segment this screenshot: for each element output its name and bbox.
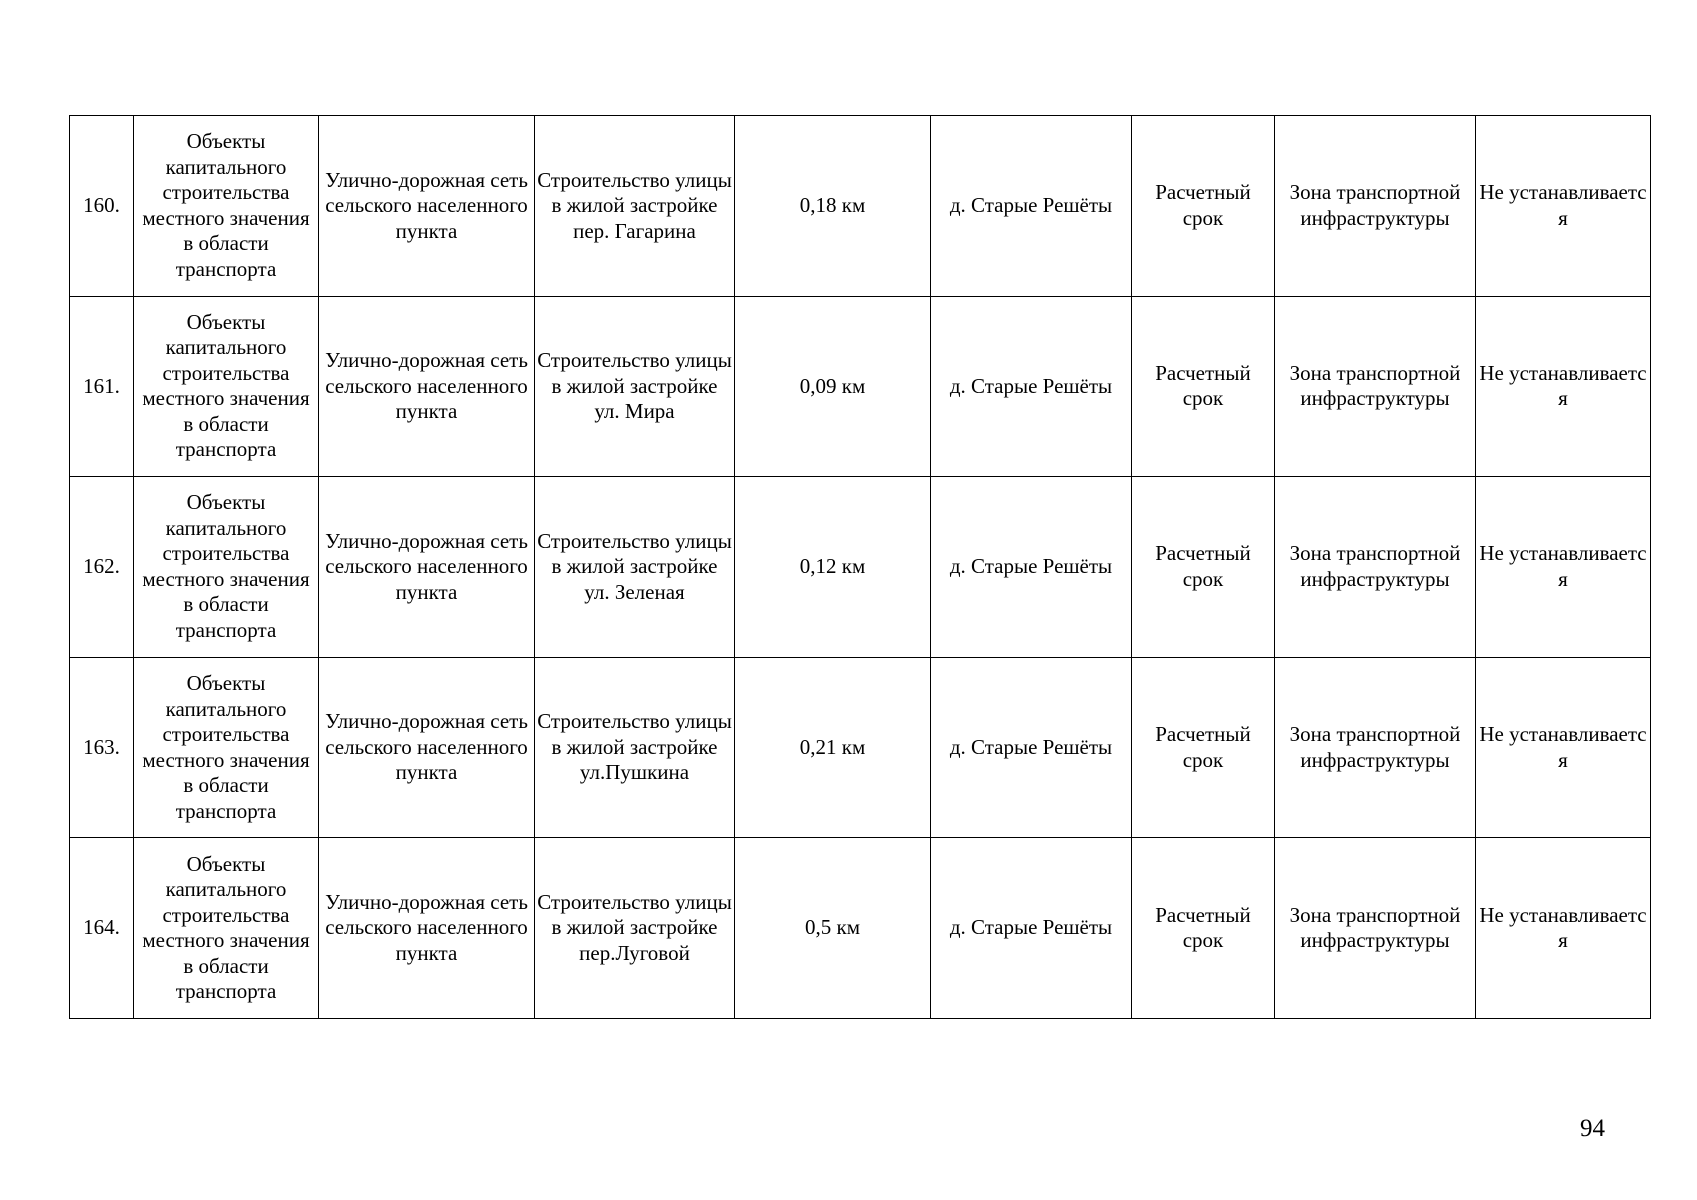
restriction-cell [1476, 296, 1651, 477]
term-cell [1132, 296, 1275, 477]
description-text: Строительство улицы в жилой застройке ул.Пушкина [537, 709, 732, 785]
category-text: Объекты капитального строительства местного значения в области транспорта [142, 671, 310, 823]
zone-text: Зона транспортной инфраструктуры [1289, 722, 1461, 772]
row-number-cell [70, 838, 134, 1019]
length-cell [735, 477, 931, 658]
type-cell [319, 116, 535, 297]
restriction-cell [1476, 477, 1651, 658]
restriction-cell [1476, 657, 1651, 838]
page-number: 94 [1580, 1115, 1605, 1142]
type-text: Улично-дорожная сеть сельского населенного пункта [325, 709, 528, 785]
row-number-cell [70, 116, 134, 297]
restriction-cell [1476, 838, 1651, 1019]
zone-cell [1275, 477, 1476, 658]
length-text: 0,09 км [799, 373, 866, 398]
description-text: Строительство улицы в жилой застройке пер. Гагарина [537, 167, 732, 243]
category-cell [134, 296, 319, 477]
length-cell [735, 296, 931, 477]
zone-text: Зона транспортной инфраструктуры [1289, 902, 1461, 953]
zone-cell [1275, 296, 1476, 477]
type-text: Улично-дорожная сеть сельского населенного пункта [325, 167, 528, 243]
category-text: Объекты капитального строительства местного значения в области транспорта [142, 851, 310, 1004]
type-text: Улично-дорожная сеть сельского населенного пункта [325, 528, 528, 604]
length-text: 0,18 км [799, 193, 866, 218]
table-row [70, 296, 1651, 477]
type-text: Улично-дорожная сеть сельского населенного пункта [325, 348, 528, 424]
table-body [70, 116, 1651, 1019]
table-row [70, 477, 1651, 658]
location-cell [931, 477, 1132, 658]
description-cell [535, 477, 735, 658]
category-cell [134, 477, 319, 658]
location-cell [931, 838, 1132, 1019]
description-cell [535, 838, 735, 1019]
restriction-text: Не устанавливается [1479, 902, 1647, 953]
description-cell [535, 657, 735, 838]
description-cell [535, 296, 735, 477]
term-cell [1132, 657, 1275, 838]
location-cell [931, 116, 1132, 297]
term-text: Расчетный срок [1155, 360, 1251, 411]
category-cell [134, 838, 319, 1019]
length-cell [735, 116, 931, 297]
length-text: 0,5 км [805, 915, 860, 940]
category-cell [134, 657, 319, 838]
row-number: 160. [83, 193, 120, 218]
term-cell [1132, 477, 1275, 658]
table-row [70, 657, 1651, 838]
zone-text: Зона транспортной инфраструктуры [1289, 360, 1461, 411]
row-number: 164. [83, 915, 120, 940]
table-row [70, 838, 1651, 1019]
term-cell [1132, 116, 1275, 297]
type-cell [319, 477, 535, 658]
type-text: Улично-дорожная сеть сельского населенного пункта [325, 889, 528, 965]
term-cell [1132, 838, 1275, 1019]
zone-cell [1275, 657, 1476, 838]
description-text: Строительство улицы в жилой застройке пер.Луговой [537, 889, 732, 965]
zone-text: Зона транспортной инфраструктуры [1289, 180, 1461, 230]
row-number-cell [70, 296, 134, 477]
length-text: 0,21 км [799, 734, 866, 759]
row-number-cell [70, 657, 134, 838]
category-cell [134, 116, 319, 297]
category-text: Объекты капитального строительства местного значения в области транспорта [142, 309, 310, 462]
location-text: д. Старые Решёты [949, 915, 1113, 940]
length-cell [735, 838, 931, 1019]
description-cell [535, 116, 735, 297]
restriction-text: Не устанавливается [1479, 360, 1647, 411]
restriction-text: Не устанавливается [1479, 180, 1647, 230]
location-text: д. Старые Решёты [949, 734, 1113, 759]
row-number: 161. [83, 373, 120, 398]
term-text: Расчетный срок [1155, 541, 1251, 591]
objects-table [69, 115, 1651, 1019]
row-number-cell [70, 477, 134, 658]
location-cell [931, 296, 1132, 477]
length-cell [735, 657, 931, 838]
zone-cell [1275, 838, 1476, 1019]
zone-text: Зона транспортной инфраструктуры [1289, 541, 1461, 591]
term-text: Расчетный срок [1155, 180, 1251, 230]
location-text: д. Старые Решёты [949, 193, 1113, 218]
term-text: Расчетный срок [1155, 722, 1251, 772]
length-text: 0,12 км [799, 554, 866, 579]
type-cell [319, 838, 535, 1019]
type-cell [319, 296, 535, 477]
restriction-text: Не устанавливается [1479, 541, 1647, 591]
location-text: д. Старые Решёты [949, 373, 1113, 398]
row-number: 163. [83, 734, 120, 759]
type-cell [319, 657, 535, 838]
term-text: Расчетный срок [1155, 902, 1251, 953]
category-text: Объекты капитального строительства местного значения в области транспорта [142, 129, 310, 281]
location-cell [931, 657, 1132, 838]
table-row [70, 116, 1651, 297]
description-text: Строительство улицы в жилой застройке ул. Зеленая [537, 528, 732, 604]
location-text: д. Старые Решёты [949, 554, 1113, 579]
description-text: Строительство улицы в жилой застройке ул. Мира [537, 348, 732, 424]
category-text: Объекты капитального строительства местного значения в области транспорта [142, 490, 310, 642]
zone-cell [1275, 116, 1476, 297]
row-number: 162. [83, 554, 120, 579]
restriction-cell [1476, 116, 1651, 297]
restriction-text: Не устанавливается [1479, 722, 1647, 772]
